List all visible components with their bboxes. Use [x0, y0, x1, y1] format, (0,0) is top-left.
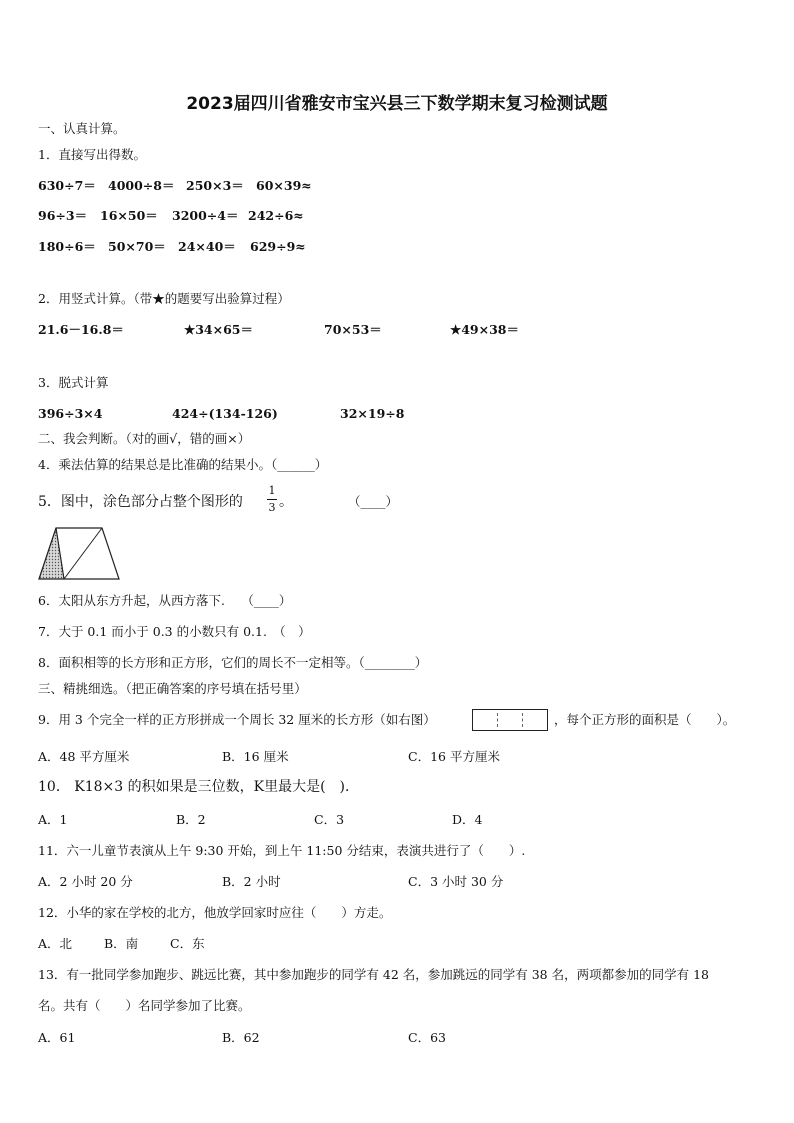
section-3-heading: 三、精挑细选。（把正确答案的序号填在括号里） [38, 681, 307, 696]
q5-stem: 5．图中，涂色部分占整个图形的 [38, 494, 243, 510]
q12-option: C．东 [170, 936, 205, 951]
q10-stem: 10． K18×3 的积如果是三位数，K里最大是( )． [38, 779, 360, 795]
q1-item: 60×39≈ [256, 178, 312, 193]
q1-item: 4000÷8＝ [108, 178, 175, 193]
q2-item: ★49×38＝ [450, 322, 519, 337]
q13-stem-line2: 名。共有（ ）名同学参加了比赛。 [38, 998, 251, 1013]
square-divider [522, 713, 523, 727]
q9-stem: 9．用 3 个完全一样的正方形拼成一个周长 32 厘米的长方形（如右图） [38, 712, 436, 727]
q5-answer-blank: （____） [348, 494, 399, 509]
q5-fraction-numerator: 1 [268, 484, 276, 497]
q12-option: A．北 [38, 936, 73, 951]
divider-line [64, 528, 102, 579]
q11-option: A．2 小时 20 分 [38, 874, 133, 889]
q13-option: A．61 [38, 1030, 76, 1045]
q13-option: B．62 [222, 1030, 260, 1045]
q11-option: B．2 小时 [222, 874, 281, 889]
q4-stem: 4．乘法估算的结果总是比准确的结果小。（______） [38, 457, 328, 472]
q12-stem: 12．小华的家在学校的北方，他放学回家时应往（ ）方走。 [38, 905, 392, 920]
page-title: 2023届四川省雅安市宝兴县三下数学期末复习检测试题 [186, 94, 608, 114]
q3-item: 424÷(134-126) [172, 406, 278, 421]
q1-item: 24×40＝ [178, 239, 236, 254]
q12-option: B．南 [104, 936, 139, 951]
q9-option: A．48 平方厘米 [38, 749, 130, 764]
q3-item: 396÷3×4 [38, 406, 103, 421]
q7-stem: 7．大于 0.1 而小于 0.3 的小数只有 0.1. （ ） [38, 624, 311, 639]
q1-item: 242÷6≈ [248, 208, 304, 223]
q11-option: C．3 小时 30 分 [408, 874, 504, 889]
q2-item: 70×53＝ [324, 322, 382, 337]
q1-item: 96÷3＝ [38, 208, 88, 223]
q2-stem: 2．用竖式计算。（带★的题要写出验算过程） [38, 291, 290, 306]
q1-item: 50×70＝ [108, 239, 166, 254]
q6-stem: 6．太阳从东方升起，从西方落下. （____） [38, 593, 292, 608]
q10-option: A．1 [38, 812, 68, 827]
q8-stem: 8．面积相等的长方形和正方形，它们的周长不一定相等。（________） [38, 655, 428, 670]
q1-item: 180÷6＝ [38, 239, 96, 254]
q10-option: D．4 [452, 812, 483, 827]
q2-item: ★34×65＝ [184, 322, 253, 337]
q10-option: C．3 [314, 812, 345, 827]
q3-item: 32×19÷8 [340, 406, 405, 421]
q13-option: C．63 [408, 1030, 446, 1045]
trapezoid-figure [36, 525, 124, 583]
q10-option: B．2 [176, 812, 206, 827]
q1-stem: 1．直接写出得数。 [38, 147, 146, 162]
q1-item: 629÷9≈ [250, 239, 306, 254]
q11-stem: 11．六一儿童节表演从上午 9:30 开始，到上午 11:50 分结束，表演共进行了（ ）. [38, 843, 526, 858]
q13-stem-line1: 13．有一批同学参加跑步、跳远比赛，其中参加跑步的同学有 42 名，参加跳远的同学有 38 名，两项都参加的同学有 18 [38, 967, 709, 982]
q9-option: C．16 平方厘米 [408, 749, 500, 764]
q1-item: 16×50＝ [100, 208, 158, 223]
q2-item: 21.6－16.8＝ [38, 322, 124, 337]
q1-item: 3200÷4＝ [172, 208, 239, 223]
section-2-heading: 二、我会判断。（对的画√，错的画×） [38, 431, 251, 446]
q3-stem: 3．脱式计算 [38, 375, 109, 390]
q1-item: 630÷7＝ [38, 178, 96, 193]
q5-fraction-denominator: 3 [268, 501, 276, 514]
section-1-heading: 一、认真计算。 [38, 121, 126, 136]
q1-item: 250×3＝ [186, 178, 244, 193]
q9-option: B．16 厘米 [222, 749, 289, 764]
q9-stem-tail: ，每个正方形的面积是（ ）。 [554, 712, 736, 727]
q9-rectangle-figure [472, 709, 548, 731]
q5-fraction-bar [267, 499, 277, 500]
square-divider [497, 713, 498, 727]
q5-period: 。 [279, 494, 293, 510]
